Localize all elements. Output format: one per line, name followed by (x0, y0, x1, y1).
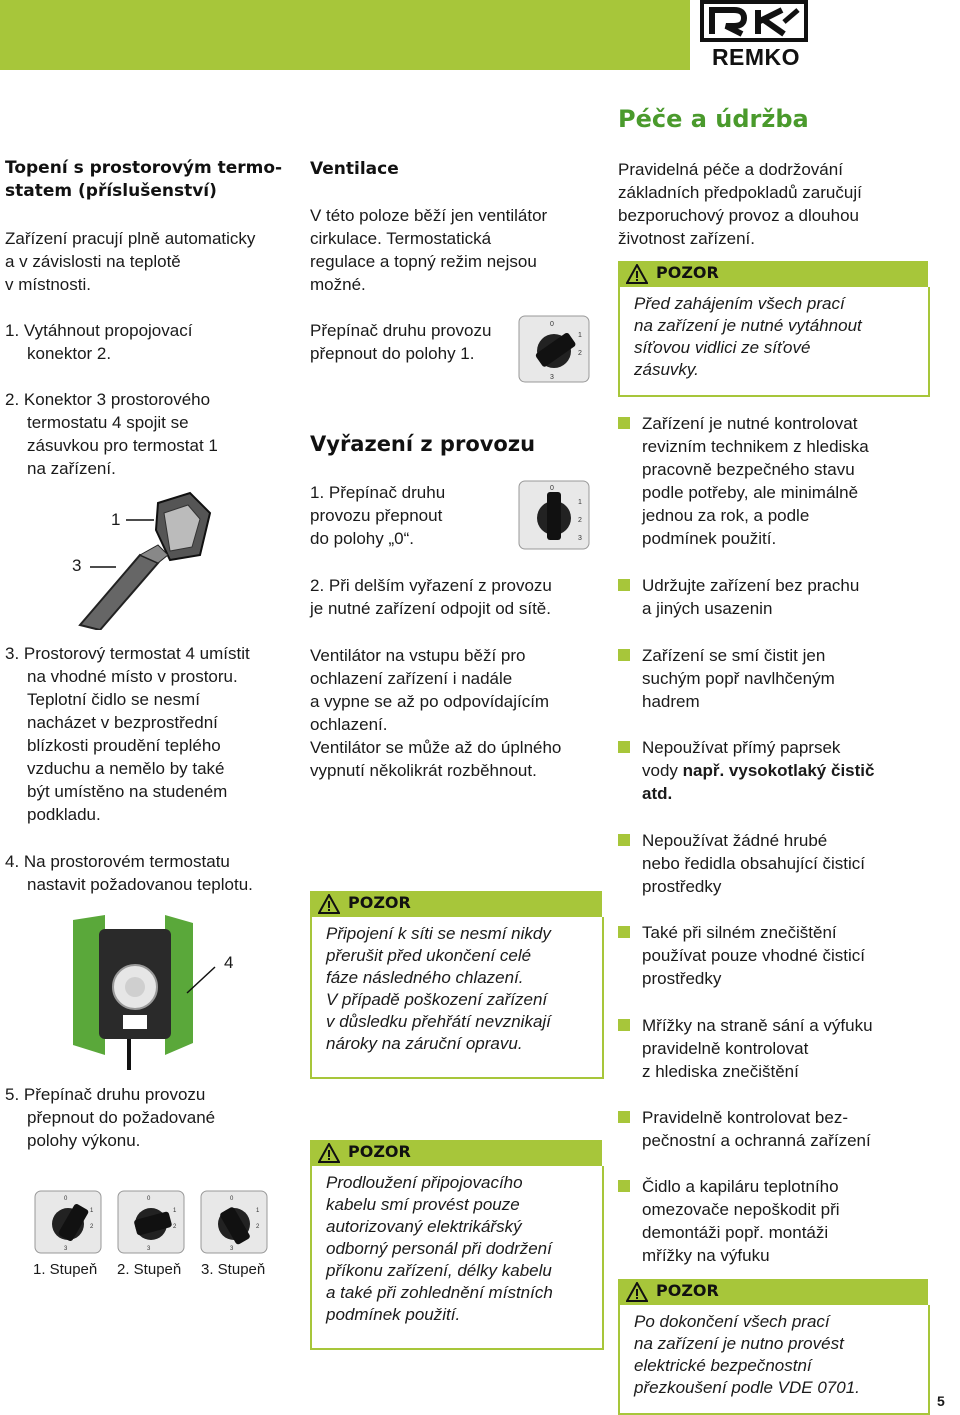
text-line: nároky na záruční opravu. (326, 1034, 523, 1053)
text-line: konektor 2. (27, 344, 112, 363)
text-line: demontáži popř. montáži (642, 1223, 829, 1242)
text-line: 1. Přepínač druhu (310, 483, 446, 502)
knob-position1-icon (518, 315, 590, 383)
text-line: pracovně bezpečného stavu (642, 460, 855, 479)
text-line: v místnosti. (5, 275, 91, 294)
text-line: Zařízení je nutné kontrolovat (642, 414, 858, 433)
warning-label: POZOR (656, 263, 719, 282)
knob-digit: 2 (578, 350, 582, 357)
text-line: na zařízení. (27, 459, 116, 478)
list-item (618, 412, 952, 550)
text-line: vzduchu a nemělo by také (27, 759, 225, 778)
knob-digit: 0 (147, 1196, 151, 1202)
col1-step1 (5, 319, 295, 365)
warning-icon (318, 894, 340, 914)
text-line: na zařízení je nutné vytáhnout (634, 316, 862, 335)
text-line: Před zahájením všech prací (634, 294, 845, 313)
knob-digit: 1 (256, 1208, 260, 1214)
warning-header (618, 261, 928, 287)
knob-stage3-icon (200, 1190, 268, 1254)
warning-header (310, 891, 602, 917)
text-line: bezporuchový provoz a dlouhou (618, 206, 859, 225)
col1-step5 (5, 1083, 295, 1152)
text-line: na vhodné místo v prostoru. (27, 667, 238, 686)
bullet-icon (618, 926, 630, 938)
list-item (618, 574, 952, 620)
bullet-icon (618, 649, 630, 661)
text-line: Mřížky na straně sání a výfuku (642, 1016, 873, 1035)
text-line: mřížky na výfuku (642, 1246, 770, 1265)
text-line: možné. (310, 275, 366, 294)
knob-stage1-icon (34, 1190, 102, 1254)
list-item (618, 736, 952, 805)
bullet-icon (618, 417, 630, 429)
text-line: Ventilátor se může až do úplného (310, 738, 562, 757)
text-line: polohy výkonu. (27, 1131, 141, 1150)
ventilace-text (310, 204, 610, 296)
text-span: vody (642, 761, 683, 780)
knob-digit: 3 (230, 1246, 234, 1252)
text-line: Po dokončení všech prací (634, 1312, 830, 1331)
text-line: vypnutí několikrát rozběhnout. (310, 761, 537, 780)
text-line: a vypne se až po odpovídajícím (310, 692, 550, 711)
text-line: Ventilátor na vstupu běží pro (310, 646, 526, 665)
text-line: 3. Prostorový termostat 4 umístit (5, 644, 250, 663)
bullet-icon (618, 1111, 630, 1123)
text-line: 2. Při delším vyřazení z provozu (310, 576, 552, 595)
list-item (618, 1106, 952, 1152)
text-line: podle potřeby, ale minimálně (642, 483, 859, 502)
text-line: životnost zařízení. (618, 229, 756, 248)
text-line: je nutné zařízení odpojit od sítě. (310, 599, 551, 618)
knob-caption-3: 3. Stupeň (201, 1261, 266, 1278)
text-line: atd. (642, 784, 673, 803)
knob-position0-icon (518, 480, 590, 550)
text-line: elektrické bezpečnostní (634, 1356, 812, 1375)
text-line: Pravidelně kontrolovat bez- (642, 1108, 849, 1127)
text-line: příkonu zařízení, délky kabelu (326, 1261, 552, 1280)
text-line: přezkoušení podle VDE 0701. (634, 1378, 860, 1397)
vyrazeni-step1 (310, 481, 510, 550)
list-item (618, 644, 952, 713)
knob-digit: 1 (578, 499, 582, 506)
bullet-icon (618, 1180, 630, 1192)
text-line: a v závislosti na teplotě (5, 252, 181, 271)
text-line: prostředky (642, 877, 722, 896)
col1-step3 (5, 642, 295, 826)
list-item (618, 921, 952, 990)
text-line: odborný personál při dodržení (326, 1239, 552, 1258)
text-line: síťovou vidlici ze síťové (634, 338, 811, 357)
text-line: ochlazení. (310, 715, 388, 734)
warning-header (310, 1140, 602, 1166)
col1-heading (5, 157, 295, 203)
text-line: Přepínač druhu provozu (310, 321, 492, 340)
bullet-icon (618, 834, 630, 846)
text-line: pravidelně kontrolovat (642, 1039, 809, 1058)
col1-step2 (5, 388, 295, 480)
text-line: V této poloze běží jen ventilátor (310, 206, 548, 225)
text-line: přepnout do polohy 1. (310, 344, 475, 363)
col1-intro (5, 227, 295, 296)
bullet-icon (618, 741, 630, 753)
text-line: přepnout do požadované (27, 1108, 216, 1127)
text-line: nastavit požadovanou teplotu. (27, 875, 253, 894)
warning-label: POZOR (348, 893, 411, 912)
text-line: základních předpokladů zaručují (618, 183, 862, 202)
warning-icon (626, 264, 648, 284)
text-line: na zařízení je nutno provést (634, 1334, 844, 1353)
list-item (618, 829, 952, 898)
col3-intro (618, 158, 918, 250)
text-line: blízkosti proudění teplého (27, 736, 221, 755)
text-line: cirkulace. Termostatická (310, 229, 492, 248)
bullet-icon (618, 579, 630, 591)
knob-caption-2: 2. Stupeň (117, 1261, 182, 1278)
text-line: hadrem (642, 692, 700, 711)
text-line: být umístěno na studeném (27, 782, 228, 801)
vyrazeni-step2 (310, 574, 610, 620)
text-line: fáze následného chlazení. (326, 968, 524, 987)
knob-caption-1: 1. Stupeň (33, 1261, 98, 1278)
col1-step4 (5, 850, 295, 896)
text-line: používat pouze vhodné čisticí (642, 946, 866, 965)
vyrazeni-heading: Vyřazení z provozu (310, 432, 536, 456)
knob-digit: 0 (230, 1196, 234, 1202)
text-line: zásuvky. (634, 360, 699, 379)
text-line: suchým popř navlhčeným (642, 669, 835, 688)
knob-digit: 3 (147, 1246, 151, 1252)
text-line: autorizovaný elektrikářský (326, 1217, 522, 1236)
knob-digit: 0 (64, 1196, 68, 1202)
text-line: Připojení k síti se nesmí nikdy (326, 924, 551, 943)
knob-digit: 0 (550, 321, 554, 328)
ventilace-heading: Ventilace (310, 159, 399, 179)
warning-box (618, 287, 930, 397)
text-line: V případě poškození zařízení (326, 990, 548, 1009)
text-line: provozu přepnout (310, 506, 443, 525)
knob-digit: 2 (90, 1224, 94, 1230)
knob-digit: 1 (90, 1208, 94, 1214)
text-line: jednou za rok, a podle (642, 506, 810, 525)
warning-box (310, 1166, 604, 1350)
text-line: ochlazení zařízení i nadále (310, 669, 513, 688)
list-item (618, 1014, 952, 1083)
knob-stage2-icon (117, 1190, 185, 1254)
knob-digit: 3 (550, 374, 554, 381)
ventilace-switch-text (310, 319, 530, 365)
text-line: Zařízení se smí čistit jen (642, 646, 826, 665)
knob-digit: 1 (173, 1208, 177, 1214)
knob-digit: 3 (578, 535, 582, 542)
knob-digit: 0 (550, 485, 554, 492)
text-line: 2. Konektor 3 prostorového (5, 390, 211, 409)
text-line: Nepoužívat žádné hrubé (642, 831, 828, 850)
text-line: podkladu. (27, 805, 101, 824)
text-line: Zařízení pracují plně automaticky (5, 229, 256, 248)
knob-digit: 3 (64, 1246, 68, 1252)
col1-heading-line1: Topení s prostorovým termo- (5, 158, 283, 178)
text-line: omezovače nepoškodit při (642, 1200, 840, 1219)
col1-heading-line2: statem (příslušenství) (5, 181, 217, 201)
page-number: 5 (937, 1393, 945, 1409)
knob-digit: 2 (256, 1224, 260, 1230)
header-green-bar (0, 0, 690, 70)
text-line: zásuvkou pro termostat 1 (27, 436, 218, 455)
logo-wordmark: REMKO (711, 44, 801, 70)
text-line: a také při zohlednění místních (326, 1283, 553, 1302)
text-line: z hlediska znečištění (642, 1062, 799, 1081)
room-thermostat-figure (65, 915, 265, 1070)
text-line: nebo ředidla obsahující čisticí (642, 854, 866, 873)
text-line: 1. Vytáhnout propojovací (5, 321, 193, 340)
text-line: Pravidelná péče a dodržování (618, 160, 843, 179)
text-line: přerušit před ukončení celé (326, 946, 532, 965)
text-line: Také při silném znečištění (642, 923, 837, 942)
text-line: revizním technikem z hlediska (642, 437, 869, 456)
bullet-icon (618, 1019, 630, 1031)
text-line: pečnostní a ochranná zařízení (642, 1131, 871, 1150)
text-line: nacházet v bezprostřední (27, 713, 218, 732)
bold-text: např. vysokotlaký čistič (682, 761, 875, 780)
text-line: Udržujte zařízení bez prachu (642, 576, 860, 595)
text-line: Nepoužívat přímý paprsek (642, 738, 841, 757)
warning-box (310, 917, 604, 1079)
text-line: v důsledku přehřátí nevznikají (326, 1012, 551, 1031)
text-line: prostředky (642, 969, 722, 988)
text-line: Prodloužení připojovacího (326, 1173, 523, 1192)
list-item (618, 1175, 952, 1267)
text-line: 4. Na prostorovém termostatu (5, 852, 230, 871)
text-line: regulace a topný režim nejsou (310, 252, 537, 271)
fig1-label-1: 1 (111, 510, 121, 529)
text-line: do polohy „0“. (310, 529, 414, 548)
warning-icon (318, 1143, 340, 1163)
fig1-label-3: 3 (72, 556, 82, 575)
text-line: Čidlo a kapiláru teplotního (642, 1177, 839, 1196)
warning-label: POZOR (656, 1281, 719, 1300)
section-title: Péče a údržba (618, 105, 809, 133)
text-line: kabelu smí provést pouze (326, 1195, 520, 1214)
warning-icon (626, 1282, 648, 1302)
text-line: a jiných usazenin (642, 599, 773, 618)
knob-digit: 1 (578, 332, 582, 339)
knob-digit: 2 (173, 1224, 177, 1230)
knob-digit: 2 (578, 517, 582, 524)
fan-text (310, 644, 610, 782)
text-line (642, 759, 952, 782)
warning-label: POZOR (348, 1142, 411, 1161)
text-line: podmínek použití. (642, 529, 777, 548)
warning-box (618, 1305, 930, 1415)
warning-header (618, 1279, 928, 1305)
text-line: Teplotní čidlo se nesmí (27, 690, 200, 709)
fig2-label-4: 4 (224, 953, 234, 972)
text-line: termostatu 4 spojit se (27, 413, 189, 432)
connector-figure (60, 485, 230, 630)
text-line: 5. Přepínač druhu provozu (5, 1085, 206, 1104)
text-line: podmínek použití. (326, 1305, 461, 1324)
